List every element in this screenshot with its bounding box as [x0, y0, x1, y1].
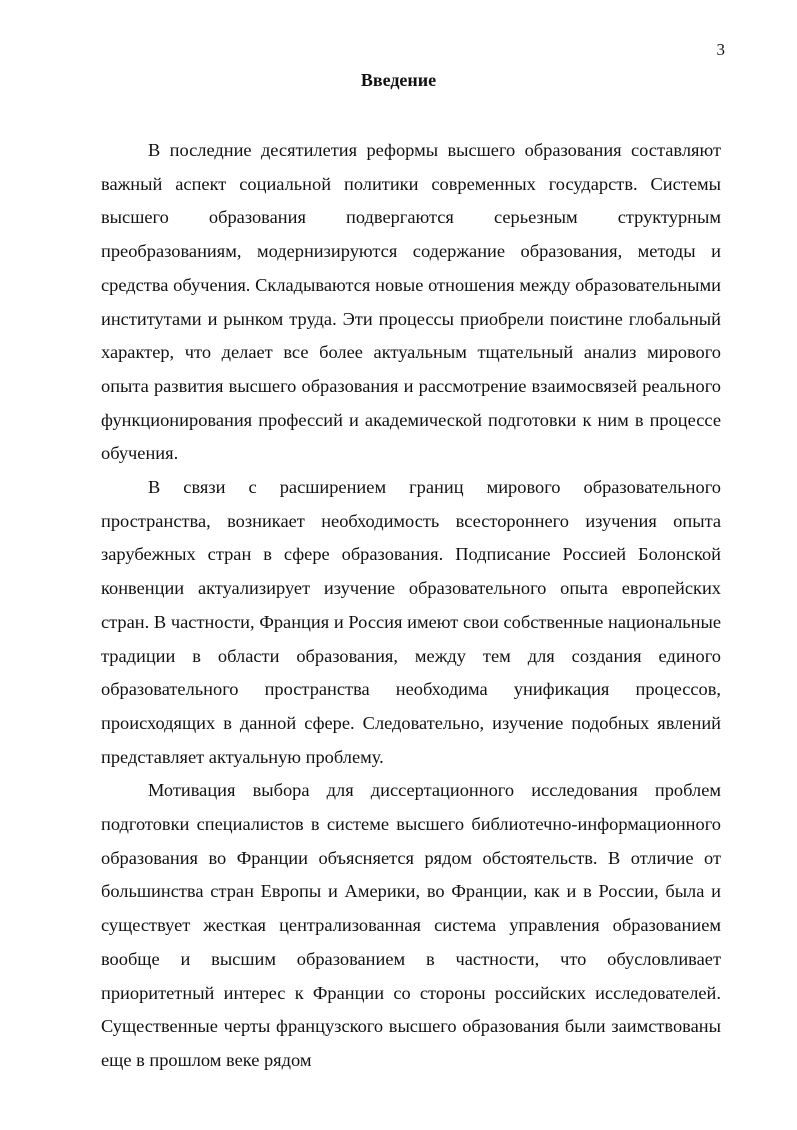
page-number: 3: [716, 40, 725, 59]
paragraph: В последние десятилетия реформы высшего образования составляют важный аспект социальной политики современных государств. Системы высшего образования подвергаются серьезным структурным преобразованиям, модернизируются содержание образования, методы и средства обучения. Складываются новые отношения между образовательными институтами и рынком труда. Эти процессы приобрели поистине глобальный характер, что делает все более актуальным тщательный анализ мирового опыта развития высшего образования и рассмотрение взаимосвязей реального функционирования профессий и академической подготовки к ним в процессе обучения.: [101, 140, 721, 464]
paragraph: В связи с расширением границ мирового образовательного пространства, возникает необходимость всестороннего изучения опыта зарубежных стран в сфере образования. Подписание Россией Болонской конвенции актуализирует изучение образовательного опыта европейских стран. В частности, Франция и Россия имеют свои собственные национальные традиции в области образования, между тем для создания единого образовательного пространства необходима унификация процессов, происходящих в данной сфере. Следовательно, изучение подобных явлений представляет актуальную проблему.: [101, 477, 721, 767]
section-title: Введение: [360, 70, 437, 90]
paragraph: Мотивация выбора для диссертационного исследования проблем подготовки специалистов в системе высшего библиотечно-информационного образования во Франции объясняется рядом обстоятельств. В отличие от большинства стран Европы и Америки, во Франции, как и в России, была и существует жесткая централизованная система управления образованием вообще и высшим образованием в частности, что обусловливает приоритетный интерес к Франции со стороны российских исследователей. Существенные черты французского высшего образования были заимствованы еще в прошлом веке рядом: [101, 780, 721, 1070]
body-text: [101, 134, 721, 1078]
